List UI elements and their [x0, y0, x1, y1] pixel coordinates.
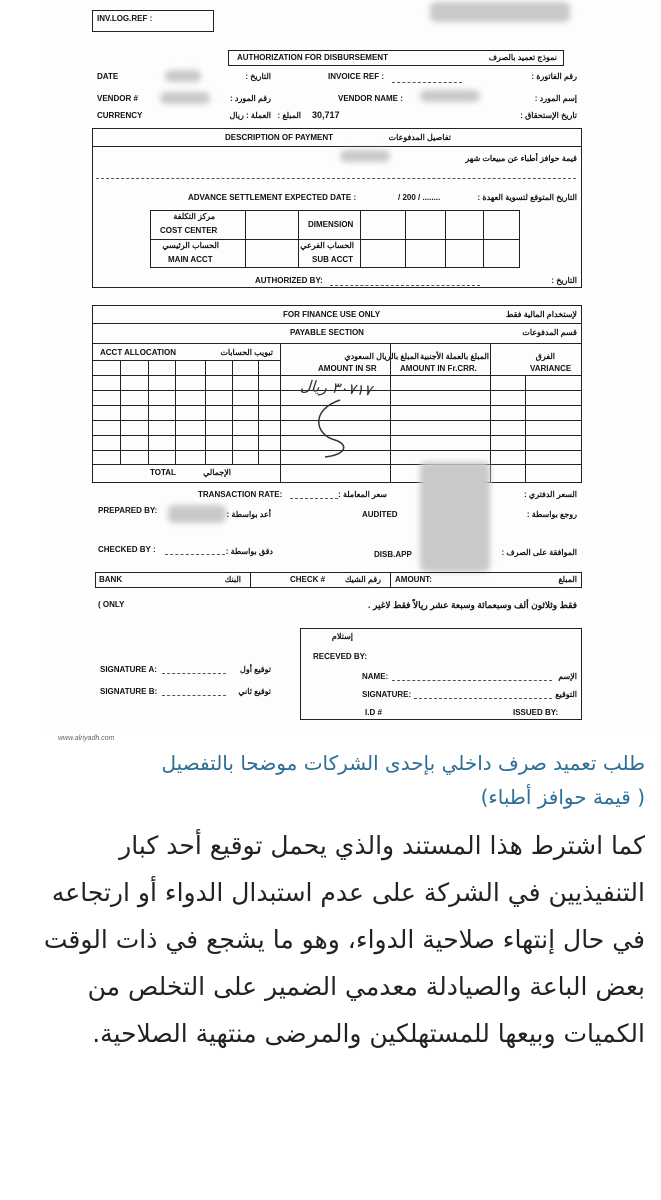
inv-log-ref-box: [92, 10, 214, 32]
transaction-rate-ar: سعر المعاملة :: [338, 490, 387, 499]
amount2-label: AMOUNT:: [395, 575, 432, 584]
audited-label: AUDITED: [362, 510, 398, 519]
redacted-vendor-no: [160, 92, 210, 104]
main-acct-ar: الحساب الرئيسي: [162, 241, 219, 250]
vendor-name-label: VENDOR NAME :: [338, 94, 403, 103]
amount-sr-en: AMOUNT IN SR: [318, 364, 377, 373]
amount-ar: المبلغ :: [277, 111, 301, 120]
handwritten-amount: ٣٠٧١٧ ريال: [299, 376, 373, 400]
vendor-no-label: VENDOR #: [97, 94, 138, 103]
amount-fr-en: AMOUNT IN Fr.CRR.: [400, 364, 477, 373]
inv-log-ref-label: INV.LOG.REF :: [97, 14, 153, 23]
redacted-preparer: [168, 505, 226, 523]
amount2-ar: المبلغ: [558, 575, 577, 584]
acct-allocation-en: ACCT ALLOCATION: [100, 348, 176, 357]
redacted-date: [165, 70, 201, 82]
audited-ar: روجع بواسطة :: [526, 510, 577, 519]
invoice-ref-label: INVOICE REF :: [328, 72, 385, 81]
variance-ar: الفرق: [535, 352, 555, 361]
prepared-by-label: PREPARED BY:: [98, 506, 158, 515]
caption-line-2: ( قيمة حوافز أطباء): [480, 785, 645, 809]
title-ar: نموذج تعميد بالصرف: [488, 53, 557, 62]
transaction-rate-label: TRANSACTION RATE:: [198, 490, 283, 499]
handwritten-scribble: [300, 395, 390, 465]
prepared-by-ar: أعد بواسطة :: [226, 510, 271, 519]
amount-fr-ar: المبلغ بالعملة الأجنبية: [420, 352, 489, 361]
title-box: [228, 50, 564, 66]
signature-ar: التوقيع: [555, 690, 577, 699]
cost-center-en: COST CENTER: [160, 226, 218, 235]
authorized-by-label: AUTHORIZED BY:: [255, 276, 323, 285]
article-paragraph: كما اشترط هذا المستند والذي يحمل توقيع أحد كبار التنفيذيين في الشركة على عدم استبدال الدواء أو ارتجاعه في حال إنتهاء صلاحية الدواء، وهو ما يشجع في ذات الوقت بعض الباعة والصيادلة معدمي الضمير على التخلص من الكميات وبيعها للمستهلكين والمرضى منتهية الصلاحية.: [43, 831, 645, 1048]
due-date-ar: تاريخ الإستحقاق :: [520, 111, 577, 120]
signature-a-label: SIGNATURE A:: [100, 665, 157, 674]
bank-ar: البنك: [224, 575, 241, 584]
date2-ar: التاريخ :: [551, 276, 577, 285]
checked-by-ar: دقق بواسطة :: [225, 547, 273, 556]
total-ar: الإجمالي: [203, 468, 231, 477]
variance-en: VARIANCE: [530, 364, 572, 373]
currency-label: CURRENCY: [97, 111, 143, 120]
caption-line-1: طلب تعميد صرف داخلي بإحدى الشركات موضحا بالتفصيل: [161, 751, 645, 775]
disb-app-label: DISB.APP: [374, 550, 412, 559]
vendor-name-ar: إسم المورد :: [534, 94, 577, 103]
bank-row: [95, 572, 582, 588]
disb-app-ar: الموافقة على الصرف :: [501, 548, 577, 557]
date-ar: التاريخ :: [245, 72, 271, 81]
total-en: TOTAL: [150, 468, 176, 477]
book-rate-ar: السعر الدفتري :: [524, 490, 577, 499]
acct-allocation-ar: تبويب الحسابات: [220, 348, 273, 357]
description-en: DESCRIPTION OF PAYMENT: [225, 133, 334, 142]
dimension-en: DIMENSION: [308, 220, 354, 229]
description-ar: تفاصيل المدفوعات: [388, 133, 451, 142]
name-label: NAME:: [362, 672, 389, 681]
description-text: قيمة حوافز أطباء عن مبيعات شهر: [465, 154, 577, 163]
payable-ar: قسم المدفوعات: [522, 328, 577, 337]
finance-use-ar: لإستخدام المالية فقط: [506, 310, 577, 319]
amount-sr-ar: المبلغ بالريال السعودي: [344, 352, 419, 361]
signature-b-ar: توقيع ثاني: [238, 687, 271, 696]
checked-by-label: CHECKED BY :: [98, 545, 156, 554]
advance-label: ADVANCE SETTLEMENT EXPECTED DATE :: [188, 193, 357, 202]
advance-ar: التاريخ المتوقع لتسوية العهدة :: [477, 193, 577, 202]
image-caption: [15, 746, 645, 814]
signature-b-label: SIGNATURE B:: [100, 687, 158, 696]
bank-label: BANK: [99, 575, 123, 584]
invoice-ref-ar: رقم الفاتورة :: [531, 72, 577, 81]
redacted-header: [430, 2, 570, 22]
cost-center-ar: مركز التكلفة: [173, 212, 215, 221]
only-label: ( ONLY: [98, 600, 125, 609]
amount-words: فقط وثلاثون ألف وسبعمائة وسبعة عشر ريالاً فقط لاغير .: [368, 600, 577, 610]
sub-acct-en: SUB ACCT: [312, 255, 354, 264]
advance-value: / 200 / ........: [398, 193, 441, 202]
payable-en: PAYABLE SECTION: [290, 328, 364, 337]
title-en: AUTHORIZATION FOR DISBURSEMENT: [237, 53, 388, 62]
signature-a-ar: توقيع أول: [240, 665, 271, 674]
currency-ar: العملة : ريال: [229, 111, 271, 120]
issued-by-label: ISSUED BY:: [513, 708, 559, 717]
finance-use-en: FOR FINANCE USE ONLY: [283, 310, 381, 319]
name-ar: الإسم: [558, 672, 577, 681]
received-label: RECEVED BY:: [313, 652, 368, 661]
check-label: CHECK #: [290, 575, 326, 584]
amount-value: 30,717: [312, 110, 340, 120]
redacted-stamp: [420, 462, 490, 572]
sub-acct-ar: الحساب الفرعي: [300, 241, 354, 250]
redacted-vendor-name: [420, 90, 480, 102]
id-label: I.D #: [365, 708, 382, 717]
check-ar: رقم الشيك: [344, 575, 381, 584]
main-acct-en: MAIN ACCT: [168, 255, 213, 264]
date-label: DATE: [97, 72, 119, 81]
received-ar: إستلام: [331, 632, 353, 641]
watermark: www.alriyadh.com: [58, 735, 115, 742]
redacted-desc: [340, 150, 390, 162]
vendor-no-ar: رقم المورد :: [230, 94, 271, 103]
signature-label: SIGNATURE:: [362, 690, 412, 699]
